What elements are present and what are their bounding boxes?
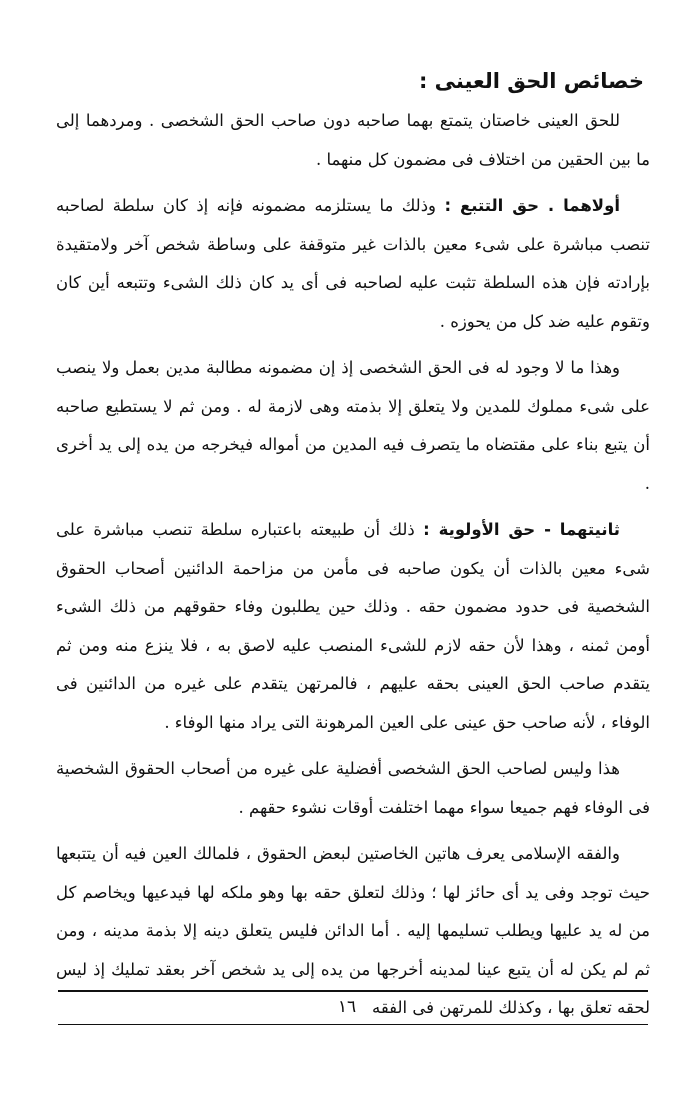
paragraph-second-property	[56, 511, 650, 742]
footer-rule-bottom	[58, 1024, 648, 1025]
paragraph-text: ذلك أن طبيعته باعتباره سلطة تنصب مباشرة على شىء معين بالذات أن يكون صاحبه فى مأمن من مزاحمة الدائنين أصحاب الحقوق الشخصية فى حدود مضمون حقه . وذلك حين يطلبون وفاء حقوقهم من ذلك الشىء أومن ثمنه ، وهذا لأن حقه لازم للشىء المنصب عليه لاصق به ، فلا ينزع منه ومن ثم يتقدم صاحب الحق العينى بحقه عليهم ، فالمرتهن يتقدم على غيره من الدائنين فى الوفاء ، لأنه صاحب حق عينى على العين المرهونة التى يراد منها الوفاء .	[56, 520, 650, 732]
paragraph-text: وهذا ما لا وجود له فى الحق الشخصى إذ إن مضمونه مطالبة مدين بعمل ولا ينصب على شىء مملوك للمدين ولا يتعلق إلا بذمته وهى لازمة له . ومن ثم لا يستطيع صاحبه أن يتبع بناء على مقتضاه ما يتصرف فيه المدين من أمواله فيخرجه من يده إلى يد أخرى .	[56, 358, 650, 493]
section-heading: خصائص الحق العينى :	[418, 69, 644, 93]
paragraph-text: وذلك ما يستلزمه مضمونه فإنه إذ كان سلطة لصاحبه تنصب مباشرة على شىء معين بالذات غير متوقفة على وساطة شخص آخر ولامتقيدة بإرادته فإن هذه السلطة تثبت عليه لصاحبه فى أى يد كان ذلك الشىء وتتبعه أين كان وتقوم عليه ضد كل من يحوزه .	[56, 196, 650, 331]
page-number: ١٦	[337, 997, 357, 1017]
paragraph-lead: ثانيتهما - حق الأولوية :	[423, 520, 620, 539]
paragraph-personal-right	[56, 349, 650, 503]
paragraph-intro	[56, 102, 650, 179]
footer-rule-top	[58, 990, 648, 992]
paragraph-no-priority	[56, 750, 650, 827]
paragraph-lead: أولاهما . حق التتبع :	[444, 196, 620, 215]
paragraph-first-property	[56, 187, 650, 341]
page-body	[56, 62, 650, 1028]
paragraph-text: والفقه الإسلامى يعرف هاتين الخاصتين لبعض الحقوق ، فلمالك العين فيه أن يتتبعها حيث توجد وفى يد أى حائز لها ؛ وذلك لتعلق حقه بها وهو ملكه لها فيدعيها ويخاصم كل من له يد عليها ويطلب تسليمها إليه . أما الدائن فليس يتعلق دينه إلا بذمة مدينه ، ومن ثم لم يكن له أن يتبع عينا لمدينه أخرجها من يده إلى يد شخص آخر بعقد تمليك إذ ليس لحقه تعلق بها ، وكذلك للمرتهن فى الفقه	[56, 844, 650, 1017]
paragraph-text: هذا وليس لصاحب الحق الشخصى أفضلية على غيره من أصحاب الحقوق الشخصية فى الوفاء فهم جميعا سواء مهما اختلفت أوقات نشوء حقهم .	[56, 759, 650, 817]
paragraph-text: للحق العينى خاصتان يتمتع بهما صاحبه دون صاحب الحق الشخصى . ومردهما إلى ما بين الحقين من اختلاف فى مضمون كل منهما .	[56, 111, 650, 169]
